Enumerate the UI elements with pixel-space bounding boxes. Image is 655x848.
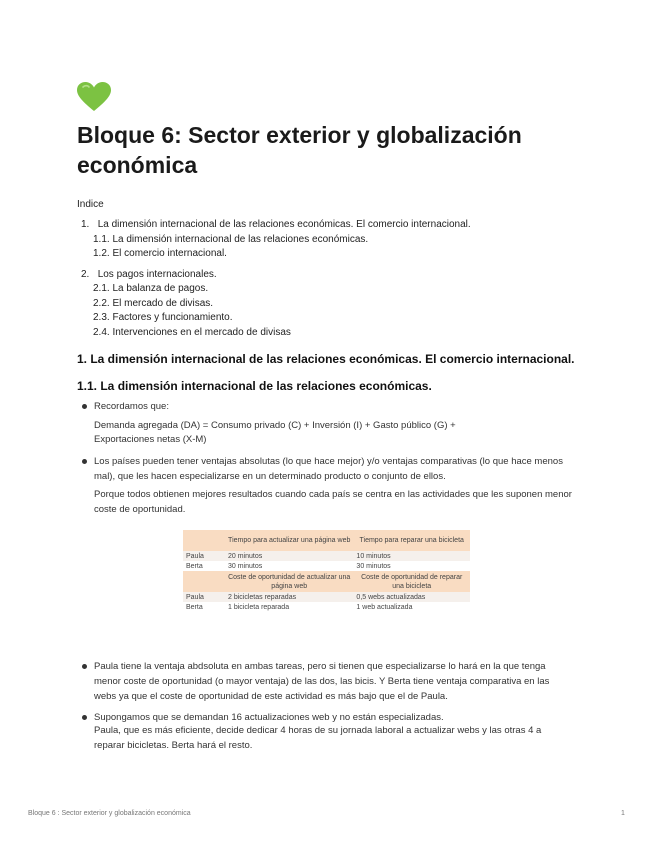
table-row bbox=[183, 561, 470, 571]
table-cell: 10 minutos bbox=[353, 551, 470, 561]
toc-subitem[interactable]: 2.1. La balanza de pagos. bbox=[93, 283, 209, 294]
bullet-icon bbox=[82, 404, 87, 409]
table-row bbox=[183, 592, 470, 602]
table-cell: Berta bbox=[183, 602, 225, 612]
toc-subitem[interactable]: 2.2. El mercado de divisas. bbox=[93, 297, 214, 309]
index-label: Indice bbox=[77, 199, 104, 210]
table-cell: Berta bbox=[183, 561, 225, 571]
formula-line: Exportaciones netas (X-M) bbox=[94, 434, 207, 445]
table-header-cell: Tiempo para reparar una bicicleta bbox=[353, 530, 470, 551]
toc-subitem[interactable]: 1.2. El comercio internacional. bbox=[93, 248, 227, 259]
table-row bbox=[183, 551, 470, 561]
formula-line: Demanda agregada (DA) = Consumo privado (C) + Inversión (I) + Gasto público (G) + bbox=[94, 420, 456, 431]
bullet-icon bbox=[82, 664, 87, 669]
table-header-row bbox=[183, 571, 470, 592]
bullet-paragraph: Paula tiene la ventaja abdsoluta en ambas tareas, pero si tienen que especializarse lo hará en la que tenga menor coste de oportunidad (o mayor ventaja) de las dos, las bicis. Y Berta tiene ventaja comparativa en las webs ya que el coste de oportunidad de este actividad es más bajo que el de Paula. bbox=[94, 661, 550, 702]
table-row bbox=[183, 602, 470, 612]
bullet-icon bbox=[82, 715, 87, 720]
table-cell: 30 minutos bbox=[353, 561, 470, 571]
bullet-text: Recordamos que: bbox=[94, 401, 169, 412]
table-cell: 1 bicicleta reparada bbox=[225, 602, 353, 612]
table-cell: Paula bbox=[183, 592, 225, 602]
subsection-heading: 1.1. La dimensión internacional de las relaciones económicas. bbox=[77, 379, 432, 393]
bullet-paragraph: Porque todos obtienen mejores resultados cuando cada país se centra en las actividades que les suponen menor coste de oportunidad. bbox=[94, 489, 572, 515]
toc-subitem[interactable]: 2.3. Factores y funcionamiento. bbox=[93, 312, 233, 323]
toc-item[interactable]: 1. La dimensión internacional de las relaciones económicas. El comercio internacional. bbox=[81, 219, 471, 230]
toc-item[interactable]: 2. Los pagos internacionales. bbox=[81, 268, 217, 280]
opportunity-cost-table bbox=[183, 530, 470, 612]
table-cell: Paula bbox=[183, 551, 225, 561]
toc-subitem[interactable]: 1.1. La dimensión internacional de las relaciones económicas. bbox=[93, 233, 369, 245]
table-header-cell: Tiempo para actualizar una página web bbox=[225, 530, 353, 551]
table-cell: 20 minutos bbox=[225, 551, 353, 561]
bullet-text: Supongamos que se demandan 16 actualizaciones web y no están especializadas. bbox=[94, 712, 444, 723]
table-header-cell: Coste de oportunidad de reparar una bicicleta bbox=[353, 571, 470, 592]
footer-title: Bloque 6 : Sector exterior y globalización económica bbox=[28, 810, 191, 817]
table-cell: 1 web actualizada bbox=[353, 602, 470, 612]
table-of-contents bbox=[81, 218, 471, 340]
section-heading: 1. La dimensión internacional de las relaciones económicas. El comercio internacional. bbox=[77, 352, 575, 366]
table-cell: 0,5 webs actualizadas bbox=[353, 592, 470, 602]
page-title: Bloque 6: Sector exterior y globalización económica bbox=[77, 122, 522, 178]
bullet-paragraph: Paula, que es más eficiente, decide dedicar 4 horas de su jornada laboral a actualizar webs y las otras 4 a reparar bicicletas. Berta hará el resto. bbox=[94, 725, 542, 751]
bullet-paragraph: Los países pueden tener ventajas absolutas (lo que hace mejor) y/o ventajas comparativas (lo que hace menos mal), que les hacen especializarse en un determinado producto o conjunto de ellos. bbox=[94, 456, 563, 482]
bullet-icon bbox=[82, 459, 87, 464]
table-header-cell: Coste de oportunidad de actualizar una página web bbox=[225, 571, 353, 592]
page-number: 1 bbox=[621, 810, 625, 817]
green-heart-icon bbox=[77, 82, 111, 112]
table-header-row bbox=[183, 530, 470, 551]
toc-subitem[interactable]: 2.4. Intervenciones en el mercado de divisas bbox=[93, 326, 291, 338]
table-cell: 2 bicicletas reparadas bbox=[225, 592, 353, 602]
table-cell: 30 minutos bbox=[225, 561, 353, 571]
